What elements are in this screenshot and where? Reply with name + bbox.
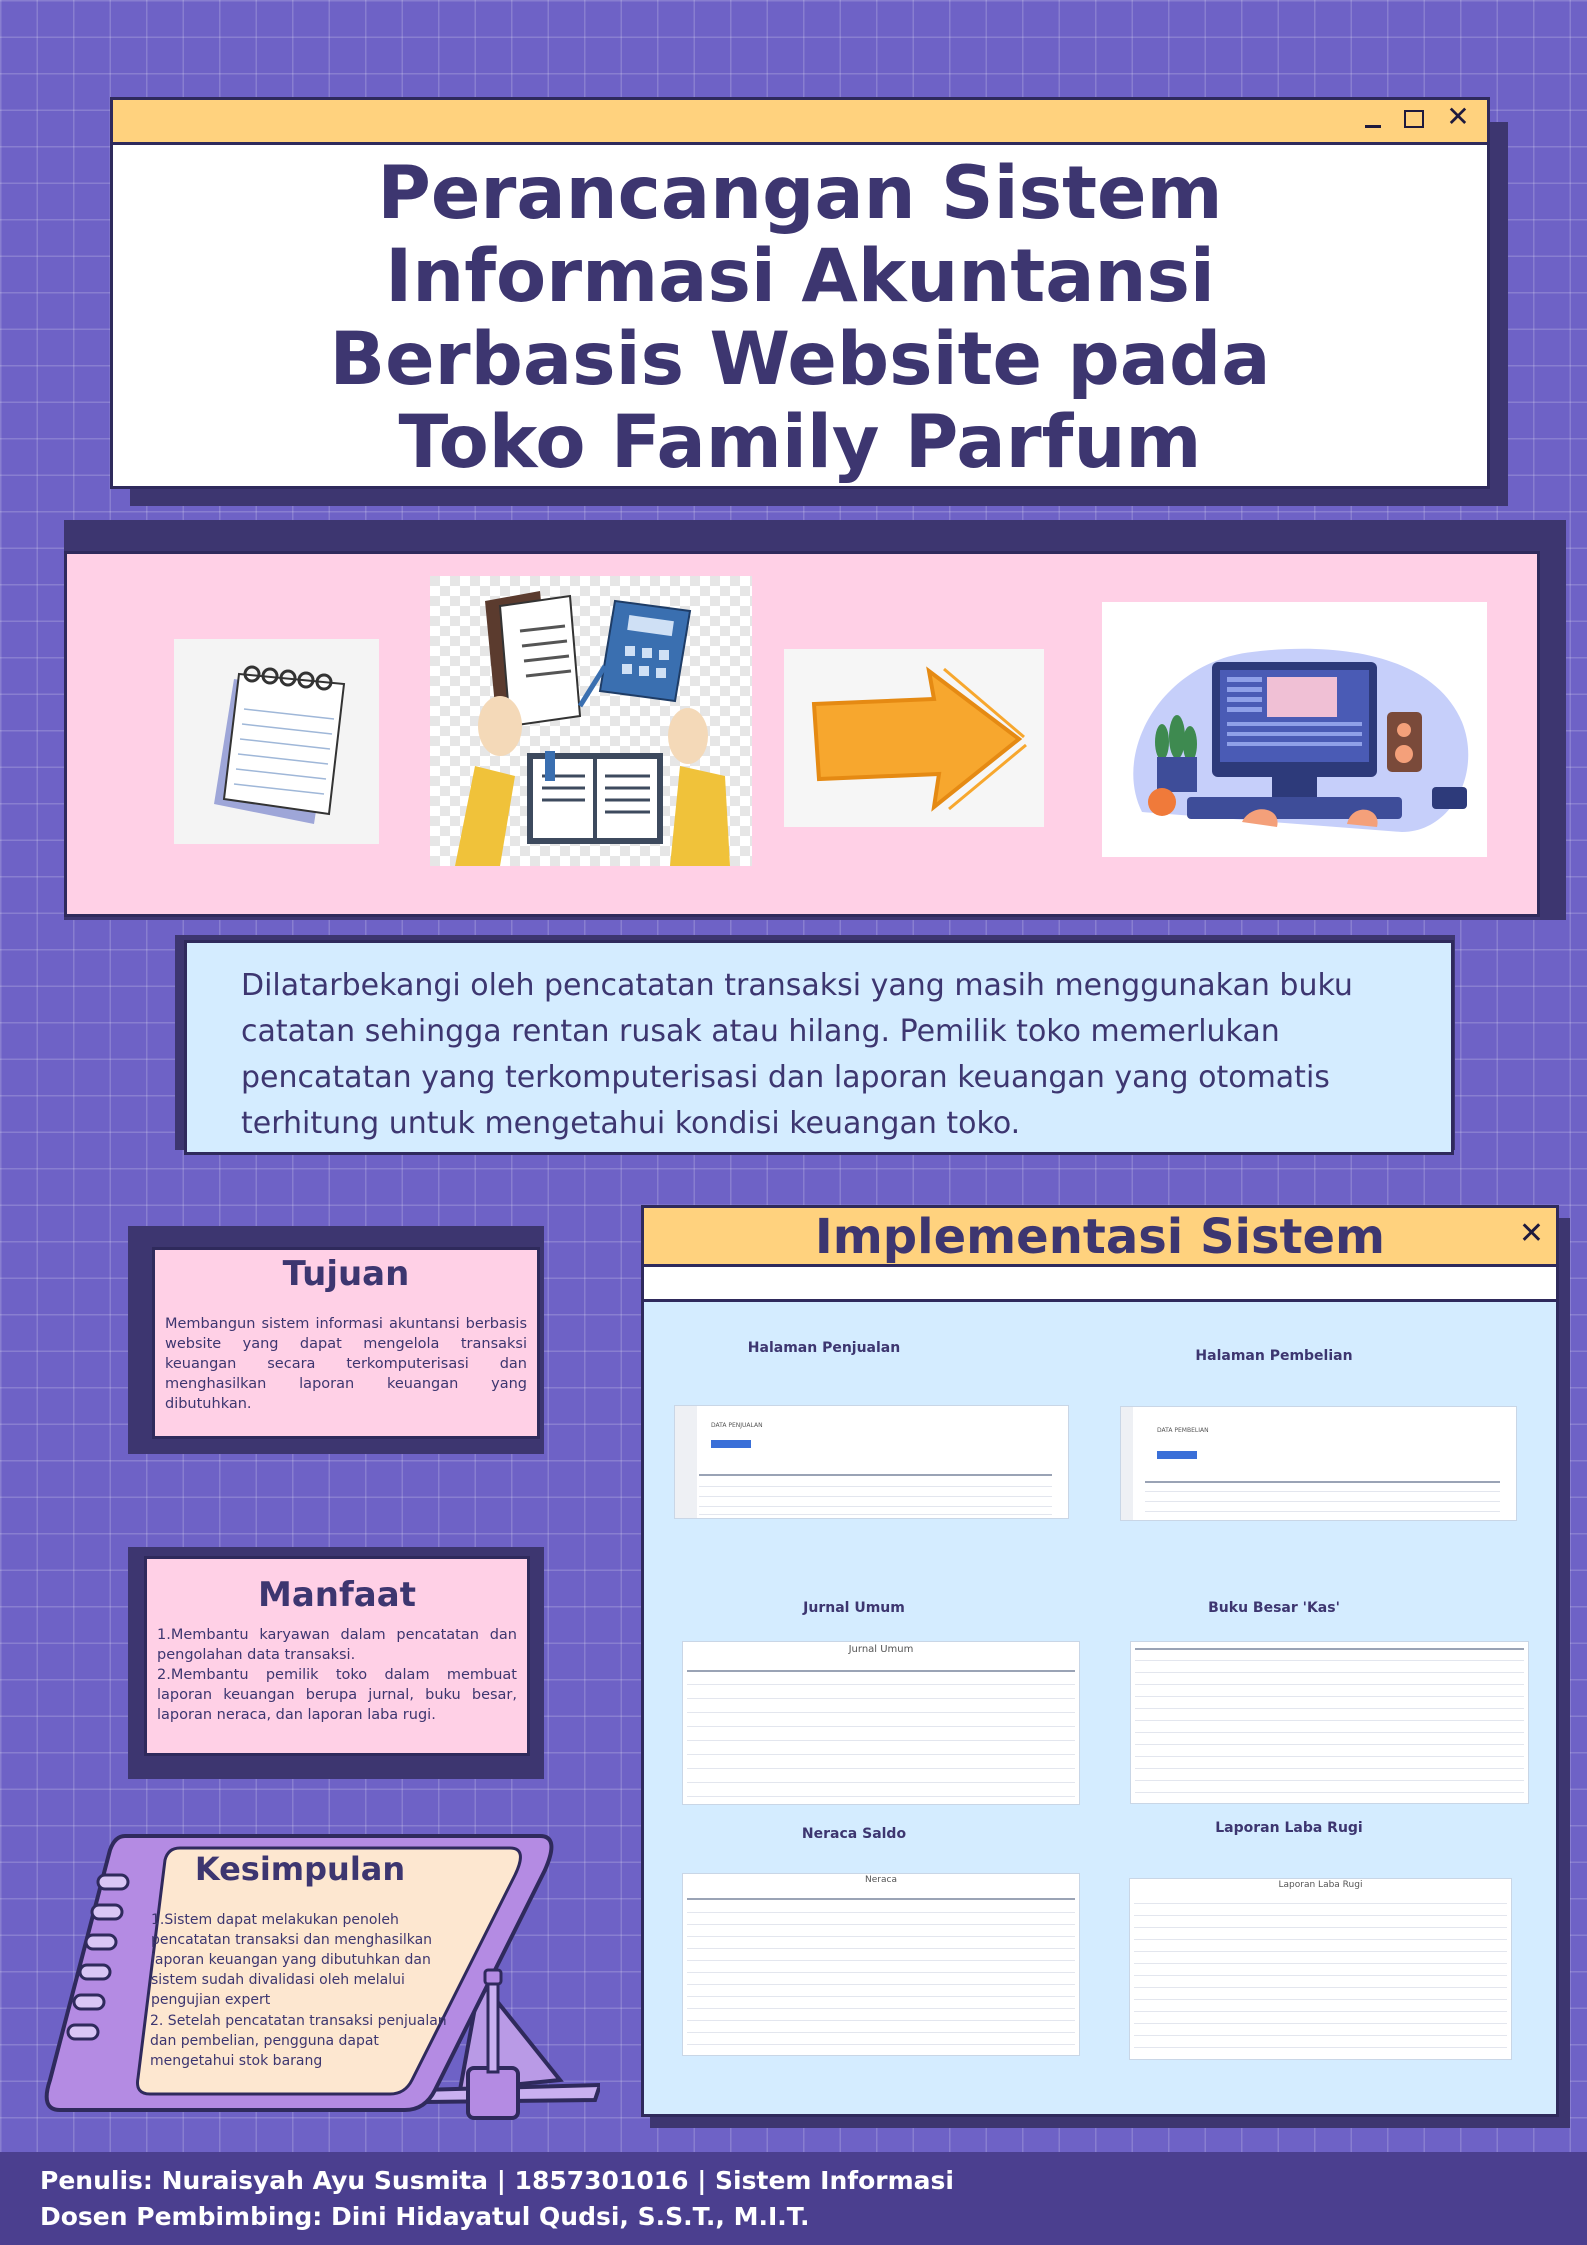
screen-label-neraca: Neraca Saldo	[801, 1826, 907, 1842]
footer-author: Penulis: Nuraisyah Ayu Susmita | 1857301016 | Sistem Informasi	[40, 2166, 955, 2195]
manfaat-card	[144, 1556, 530, 1756]
minimize-icon-bar	[1365, 125, 1381, 128]
kesimpulan-tablet	[40, 1830, 600, 2130]
penjualan-screenshot	[674, 1405, 1069, 1519]
laba-rugi-caption: Laporan Laba Rugi	[1278, 1880, 1363, 1890]
neraca-caption: Neraca	[865, 1875, 897, 1885]
close-icon[interactable]: ✕	[1518, 1216, 1544, 1251]
manfaat-item-2: 2.Membantu pemilik toko dalam membuat laporan keuangan berupa jurnal, buku besar, laporan neraca, dan laporan laba rugi.	[157, 1667, 517, 1723]
manfaat-title: Manfaat	[258, 1575, 416, 1615]
title-line-1: Perancangan Sistem	[377, 151, 1223, 236]
tujuan-card	[152, 1247, 540, 1439]
close-icon[interactable]: ✕	[1446, 100, 1470, 133]
manfaat-item-1: 1.Membantu karyawan dalam pencatatan dan pengolahan data transaksi.	[157, 1627, 517, 1663]
title-line-3: Berbasis Website pada	[329, 317, 1271, 402]
laba-rugi-screenshot	[1129, 1878, 1512, 2060]
arrow-illustration	[784, 649, 1044, 827]
background-text: Dilatarbekangi oleh pencatatan transaksi yang masih menggunakan buku catatan sehingga rentan rusak atau hilang. Pemilik toko memerlukan pencatatan yang terkomputerisasi dan laporan keuangan yang otomatis terhitung untuk mengetahui kondisi keuangan toko.	[241, 968, 1353, 1141]
implementation-subbar	[644, 1267, 1556, 1302]
notepad-illustration	[174, 639, 379, 844]
jurnal-umum-screenshot	[682, 1641, 1080, 1805]
illustration-panel	[64, 551, 1540, 917]
tujuan-title: Tujuan	[282, 1254, 410, 1294]
implementation-title: Implementasi Sistem	[814, 1209, 1386, 1265]
jurnal-caption: Jurnal Umum	[848, 1644, 914, 1655]
title-window	[110, 97, 1490, 489]
tujuan-body: Membangun sistem informasi akuntansi berbasis website yang dapat mengelola transaksi keuangan secara terkomputerisasi dan menghasilkan laporan keuangan yang dibutuhkan.	[165, 1316, 527, 1412]
computer-workspace-illustration	[1102, 602, 1487, 857]
footer-supervisor: Dosen Pembimbing: Dini Hidayatul Qudsi, S.S.T., M.I.T.	[40, 2202, 810, 2231]
buku-besar-screenshot	[1130, 1641, 1529, 1804]
penjualan-caption: DATA PENJUALAN	[711, 1422, 763, 1429]
title-line-2: Informasi Akuntansi	[385, 234, 1215, 319]
minimize-button[interactable]	[1363, 104, 1383, 130]
footer	[0, 2152, 1587, 2245]
kesimpulan-item-1: 1.Sistem dapat melakukan penoleh pencatatan transaksi dan menghasilkan laporan keuangan yang dibutuhkan dan sistem sudah divalidasi oleh melalui pengujian expert	[151, 1912, 433, 2008]
title-window-bar	[113, 100, 1487, 145]
kesimpulan-item-2: 2. Setelah pencatatan transaksi penjualan dan pembelian, pengguna dapat mengetahui stok barang	[150, 2013, 447, 2069]
implementation-window-bar	[644, 1208, 1556, 1267]
page-title	[113, 152, 1487, 484]
pembelian-caption: DATA PEMBELIAN	[1157, 1427, 1209, 1434]
maximize-icon[interactable]	[1404, 110, 1424, 128]
background-section	[184, 940, 1454, 1155]
neraca-saldo-screenshot	[682, 1873, 1080, 2056]
screen-label-laba-rugi: Laporan Laba Rugi	[1215, 1820, 1363, 1836]
implementation-window	[641, 1205, 1559, 2117]
pembelian-screenshot	[1120, 1406, 1517, 1521]
screen-label-penjualan: Halaman Penjualan	[747, 1340, 901, 1356]
title-line-4: Toko Family Parfum	[398, 400, 1202, 485]
screen-label-buku-besar: Buku Besar 'Kas'	[1208, 1600, 1340, 1616]
screen-label-jurnal: Jurnal Umum	[803, 1600, 905, 1616]
kesimpulan-title: Kesimpulan	[194, 1850, 406, 1888]
screen-label-pembelian: Halaman Pembelian	[1195, 1348, 1353, 1364]
accounting-documents-illustration	[430, 576, 752, 866]
